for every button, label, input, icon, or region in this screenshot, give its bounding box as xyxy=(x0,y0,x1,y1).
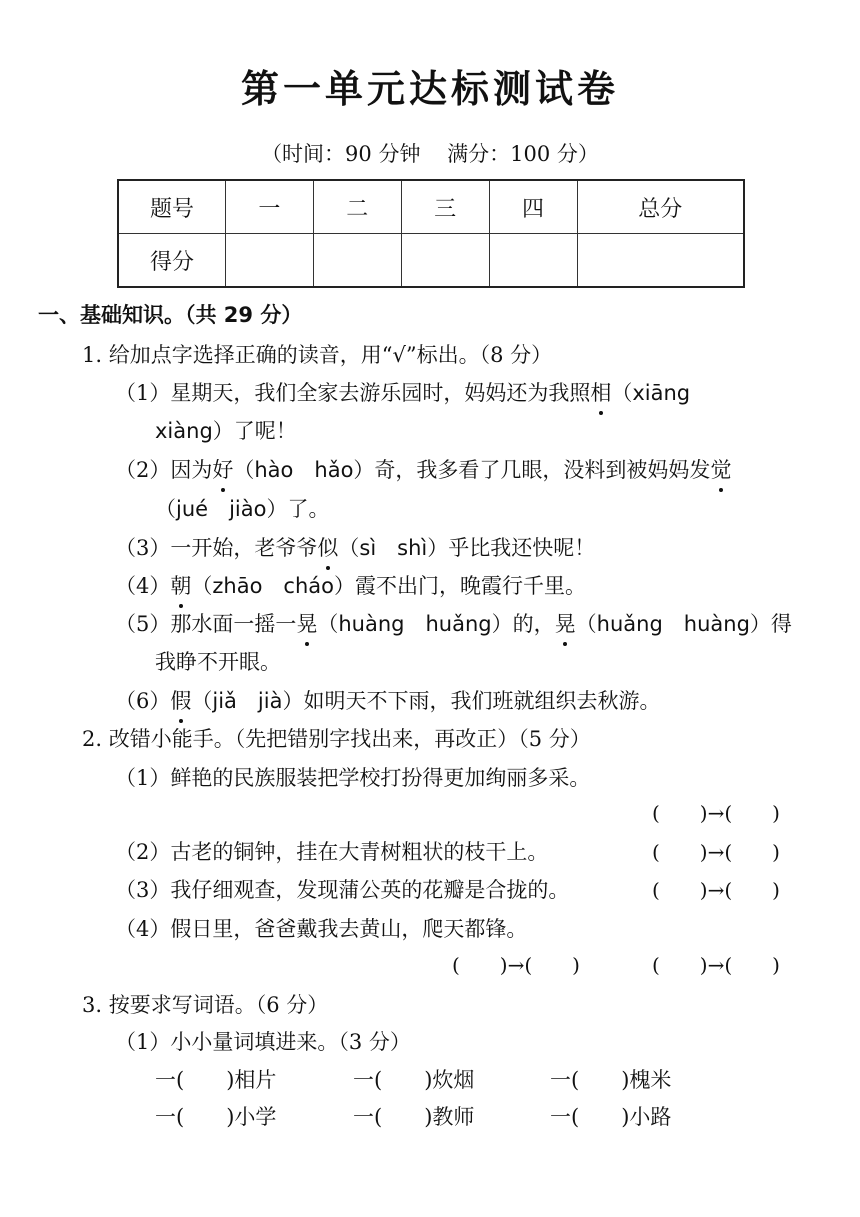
section-heading: 一、基础知识。（共 29 分） xyxy=(38,303,303,327)
item-text: （4） xyxy=(115,574,171,598)
question-item xyxy=(115,609,792,639)
fill-word-item[interactable]: 一( )小路 xyxy=(550,1105,672,1129)
score-input-cell[interactable] xyxy=(226,234,314,288)
pinyin-options[interactable]: （sì shì）乎比我还快呢！ xyxy=(338,536,596,560)
full-score: 满分：100 分） xyxy=(447,142,599,166)
score-input-cell[interactable] xyxy=(401,234,489,288)
item-text: （2）因为 xyxy=(115,458,213,482)
correction-item: （1）鲜艳的民族服装把学校打扮得更加绚丽多采。 xyxy=(115,766,591,790)
score-table-cell: 二 xyxy=(313,180,401,234)
item-text: （3）一开始，老爷爷 xyxy=(115,536,318,560)
question-item-cont: 我睁不开眼。 xyxy=(155,650,281,674)
question-item xyxy=(115,571,586,601)
dotted-char: 似 xyxy=(317,533,338,563)
question-item xyxy=(115,378,690,408)
dotted-char: 觉 xyxy=(710,455,731,485)
pinyin-options[interactable]: （huǎng huàng）得 xyxy=(575,612,792,636)
score-row-label: 得分 xyxy=(118,234,226,288)
fill-word-item[interactable]: 一( )小学 xyxy=(155,1105,277,1129)
subquestion-heading: （1）小小量词填进来。（3 分） xyxy=(115,1030,411,1054)
correction-blank[interactable]: ( )→( ) xyxy=(652,840,780,864)
pinyin-options[interactable]: （huàng huǎng）的， xyxy=(317,612,555,636)
question-item-cont xyxy=(155,494,329,524)
correction-blank[interactable]: ( )→( ) xyxy=(652,801,780,825)
question-item-cont xyxy=(155,416,297,446)
pinyin-options[interactable]: （jiǎ jià）如明天不下雨，我们班就组织去秋游。 xyxy=(191,689,661,713)
correction-blank[interactable]: ( )→( ) xyxy=(452,953,580,977)
exam-info xyxy=(0,138,860,168)
question-heading: 1. 给加点字选择正确的读音，用“√”标出。（8 分） xyxy=(82,343,553,367)
dotted-char: 假 xyxy=(170,686,191,716)
pinyin-options[interactable]: （zhāo cháo）霞不出门，晚霞行千里。 xyxy=(191,574,586,598)
score-input-cell[interactable] xyxy=(577,234,744,288)
question-heading: 3. 按要求写词语。（6 分） xyxy=(82,993,329,1017)
fill-word-item[interactable]: 一( )相片 xyxy=(155,1068,277,1092)
question-item xyxy=(115,686,660,716)
correction-item: （3）我仔细观查，发现蒲公英的花瓣是合拢的。 xyxy=(115,878,570,902)
question-item xyxy=(115,455,731,485)
correction-item: （4）假日里，爸爸戴我去黄山，爬天都锋。 xyxy=(115,917,528,941)
page-title: 第一单元达标测试卷 xyxy=(240,67,619,111)
pinyin-options[interactable]: （jué jiào）了。 xyxy=(155,497,330,521)
fill-word-item[interactable]: 一( )炊烟 xyxy=(353,1068,475,1092)
dotted-char: 晃 xyxy=(555,609,576,639)
score-table-header-row xyxy=(118,180,744,234)
fill-word-item[interactable]: 一( )教师 xyxy=(353,1105,475,1129)
score-table-cell: 一 xyxy=(226,180,314,234)
question-item xyxy=(115,533,595,563)
pinyin-options[interactable]: xiàng）了呢！ xyxy=(155,419,297,443)
pinyin-options[interactable]: （xiāng xyxy=(611,381,691,405)
score-table-score-row xyxy=(118,234,744,288)
item-text: （5）那水面一摇一 xyxy=(115,612,297,636)
score-table-cell: 总分 xyxy=(577,180,744,234)
correction-item: （2）古老的铜钟，挂在大青树粗状的枝干上。 xyxy=(115,840,549,864)
time-limit: （时间：90 分钟 xyxy=(261,142,421,166)
question-heading: 2. 改错小能手。（先把错别字找出来，再改正）（5 分） xyxy=(82,727,591,751)
item-text: （1）星期天，我们全家去游乐园时，妈妈还为我照 xyxy=(115,381,591,405)
dotted-char: 朝 xyxy=(170,571,191,601)
dotted-char: 好 xyxy=(212,455,233,485)
score-input-cell[interactable] xyxy=(313,234,401,288)
score-input-cell[interactable] xyxy=(489,234,577,288)
dotted-char: 相 xyxy=(590,378,611,408)
correction-blank[interactable]: ( )→( ) xyxy=(652,878,780,902)
correction-blank[interactable]: ( )→( ) xyxy=(652,953,780,977)
score-table-cell: 题号 xyxy=(118,180,226,234)
fill-word-item[interactable]: 一( )槐米 xyxy=(550,1068,672,1092)
item-text: （6） xyxy=(115,689,171,713)
pinyin-options[interactable]: （hào hǎo）奇，我多看了几眼，没料到被妈妈发 xyxy=(233,458,711,482)
score-table xyxy=(117,179,745,288)
score-table-cell: 三 xyxy=(401,180,489,234)
dotted-char: 晃 xyxy=(296,609,317,639)
score-table-cell: 四 xyxy=(489,180,577,234)
